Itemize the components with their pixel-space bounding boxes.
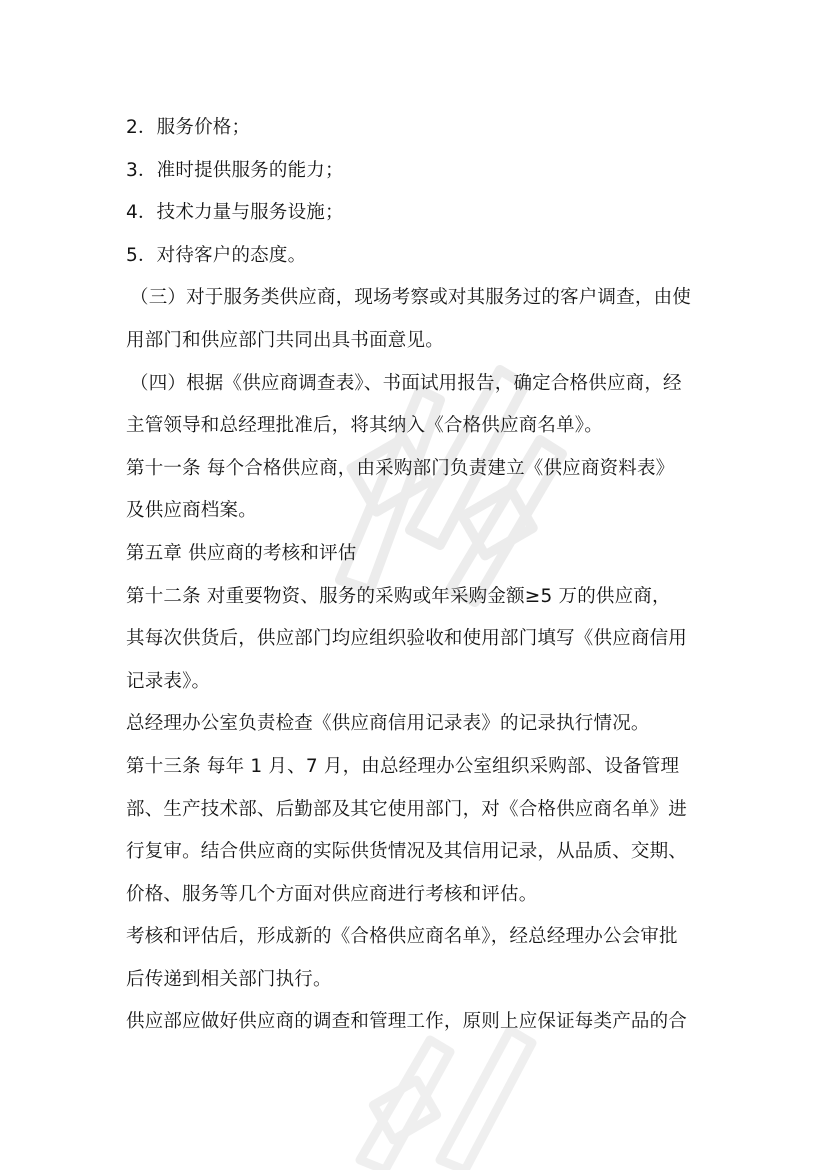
text-line: 5．对待客户的态度。: [126, 244, 307, 266]
text-line: 及供应商档案。: [126, 500, 257, 522]
article-line: 第十三条 每年 1 月、7 月，由总经理办公室组织采购部、设备管理: [126, 755, 680, 777]
text-line: 行复审。结合供应商的实际供货情况及其信用记录，从品质、交期、: [126, 841, 688, 863]
text-line: （四）根据《供应商调查表》、书面试用报告，确定合格供应商，经: [130, 372, 682, 394]
text-line: 主管领导和总经理批准后，将其纳入《合格供应商名单》。: [126, 415, 603, 437]
chapter-heading: 第五章 供应商的考核和评估: [126, 542, 357, 564]
text-line: 用部门和供应部门共同出具书面意见。: [126, 329, 444, 351]
text-line: 记录表》。: [126, 670, 211, 692]
document-body: [126, 107, 708, 1044]
text-line: 4．技术力量与服务设施；: [126, 202, 344, 224]
text-line: 2．服务价格；: [126, 117, 251, 138]
text-line: 后传递到相关部门执行。: [126, 968, 332, 990]
text-line: 3．准时提供服务的能力；: [126, 159, 344, 181]
text-line: 考核和评估后，形成新的《合格供应商名单》，经总经理办公会审批: [126, 926, 678, 948]
article-line: 第十一条 每个合格供应商，由采购部门负责建立《供应商资料表》: [126, 457, 675, 479]
text-line: 价格、服务等几个方面对供应商进行考核和评估。: [126, 883, 538, 905]
text-line: （三）对于服务类供应商，现场考察或对其服务过的客户调查，由使: [130, 287, 692, 309]
article-line: 第十二条 对重要物资、服务的采购或年采购金额≥5 万的供应商，: [126, 585, 671, 607]
text-line: 部、生产技术部、后勤部及其它使用部门，对《合格供应商名单》进: [126, 798, 688, 820]
text-line: 总经理办公室负责检查《供应商信用记录表》的记录执行情况。: [126, 713, 650, 735]
text-line: 其每次供货后，供应部门均应组织验收和使用部门填写《供应商信用: [126, 628, 688, 650]
text-line: 供应部应做好供应商的调查和管理工作，原则上应保证每类产品的合: [126, 1011, 688, 1033]
